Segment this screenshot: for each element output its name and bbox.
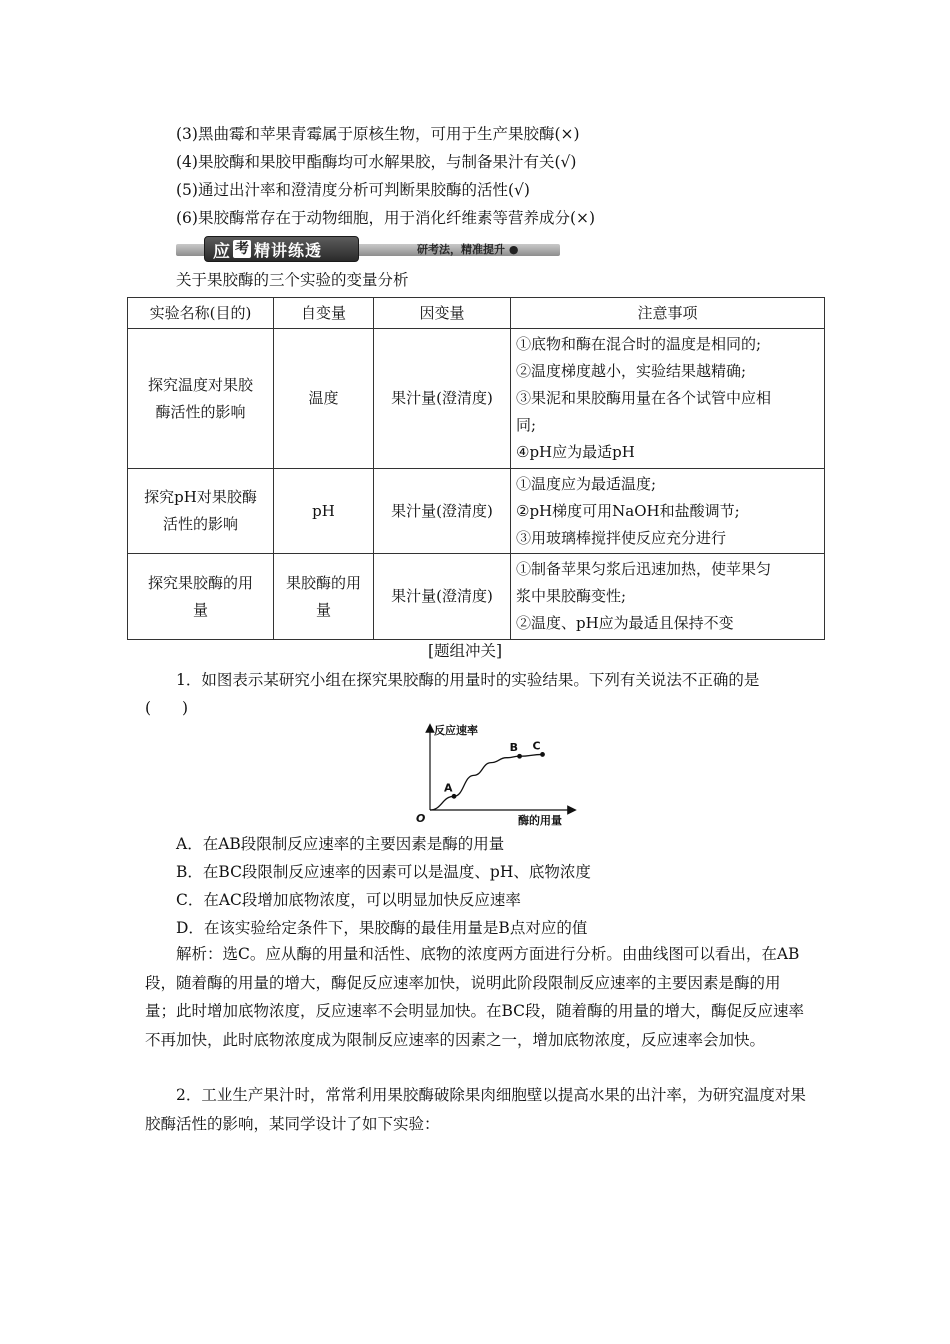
row-name: 探究温度对果胶 酶活性的影响	[128, 329, 274, 469]
row-name: 探究pH对果胶酶 活性的影响	[128, 469, 274, 554]
judgment-4: (4)果胶酶和果胶甲酯酶均可水解果胶，与制备果汁有关(√)	[176, 153, 577, 171]
judgment-3: (3)黑曲霉和苹果青霉属于原核生物，可用于生产果胶酶(×)	[176, 125, 580, 143]
section-banner	[176, 236, 560, 262]
q1-option-d: D．在该实验给定条件下，果胶酶的最佳用量是B点对应的值	[176, 919, 588, 937]
row-independent: 温度	[274, 329, 374, 469]
row-dependent: 果汁量(澄清度)	[374, 554, 511, 640]
point-layer	[444, 739, 545, 798]
row-dependent: 果汁量(澄清度)	[374, 469, 511, 554]
row-dependent: 果汁量(澄清度)	[374, 329, 511, 469]
point-a	[452, 794, 457, 799]
q1-analysis: 解析：选C。应从酶的用量和活性、底物的浓度两方面进行分析。由曲线图可以看出，在AB段，随着酶的用量的增大，酶促反应速率加快，说明此阶段限制反应速率的主要因素是酶的用量；此时增加底物浓度，反应速率不会明显加快。在BC段，随着酶的用量的增大，酶促反应速率不再加快，此时底物浓度成为限制反应速率的因素之一，增加底物浓度，反应速率会加快。	[145, 945, 805, 1049]
q1-option-a: A．在AB段限制反应速率的主要因素是酶的用量	[176, 835, 505, 853]
q1-paren: ( )	[145, 699, 189, 717]
row-notes: ①制备苹果匀浆后迅速加热，使苹果匀 浆中果胶酶变性; ②温度、pH应为最适且保持不变	[511, 554, 825, 640]
q1-option-c: C．在AC段增加底物浓度，可以明显加快反应速率	[176, 891, 521, 909]
table-header-row	[128, 298, 825, 329]
x-axis-label: 酶的用量	[518, 814, 562, 827]
variables-table	[127, 297, 825, 640]
point-b	[517, 754, 522, 759]
origin-label: O	[416, 812, 426, 825]
judgment-6: (6)果胶酶常存在于动物细胞，用于消化纤维素等营养成分(×)	[176, 209, 596, 227]
banner-title	[204, 236, 359, 262]
banner-subtitle: 研考法，精准提升 ●	[417, 243, 519, 256]
q2-stem: 2．工业生产果汁时，常常利用果胶酶破除果肉细胞壁以提高水果的出汁率，为研究温度对果胶酶活性的影响，某同学设计了如下实验：	[145, 1086, 806, 1133]
header-dependent: 因变量	[374, 298, 511, 329]
table-row	[128, 469, 825, 554]
table-title: 关于果胶酶的三个实验的变量分析	[176, 271, 409, 289]
y-axis-label: 反应速率	[434, 724, 478, 737]
point-c	[540, 752, 545, 757]
enzyme-rate-chart	[400, 722, 580, 828]
section-label: [题组冲关]	[428, 642, 503, 660]
header-independent: 自变量	[274, 298, 374, 329]
q1-option-b: B．在BC段限制反应速率的因素可以是温度、pH、底物浓度	[176, 863, 591, 881]
row-notes: ①温度应为最适温度; ②pH梯度可用NaOH和盐酸调节; ③用玻璃棒搅拌使反应充分进行	[511, 469, 825, 554]
banner-rest: 精讲练透	[254, 240, 323, 260]
table-row	[128, 554, 825, 640]
point-label-c: C	[532, 739, 541, 753]
table-row	[128, 329, 825, 469]
point-label-a: A	[444, 781, 453, 795]
row-independent: pH	[274, 469, 374, 554]
row-name: 探究果胶酶的用 量	[128, 554, 274, 640]
row-independent: 果胶酶的用 量	[274, 554, 374, 640]
row-notes: ①底物和酶在混合时的温度是相同的; ②温度梯度越小，实验结果越精确; ③果泥和果胶酶用量在各个试管中应相 同; ④pH应为最适pH	[511, 329, 825, 469]
banner-kao: 考	[235, 241, 249, 257]
judgment-5: (5)通过出汁率和澄清度分析可判断果胶酶的活性(√)	[176, 181, 530, 199]
banner-ying: 应	[213, 241, 230, 262]
header-notes: 注意事项	[511, 298, 825, 329]
q1-stem: 1．如图表示某研究小组在探究果胶酶的用量时的实验结果。下列有关说法不正确的是	[176, 671, 760, 689]
point-label-b: B	[509, 741, 518, 755]
header-name: 实验名称(目的)	[128, 298, 274, 329]
